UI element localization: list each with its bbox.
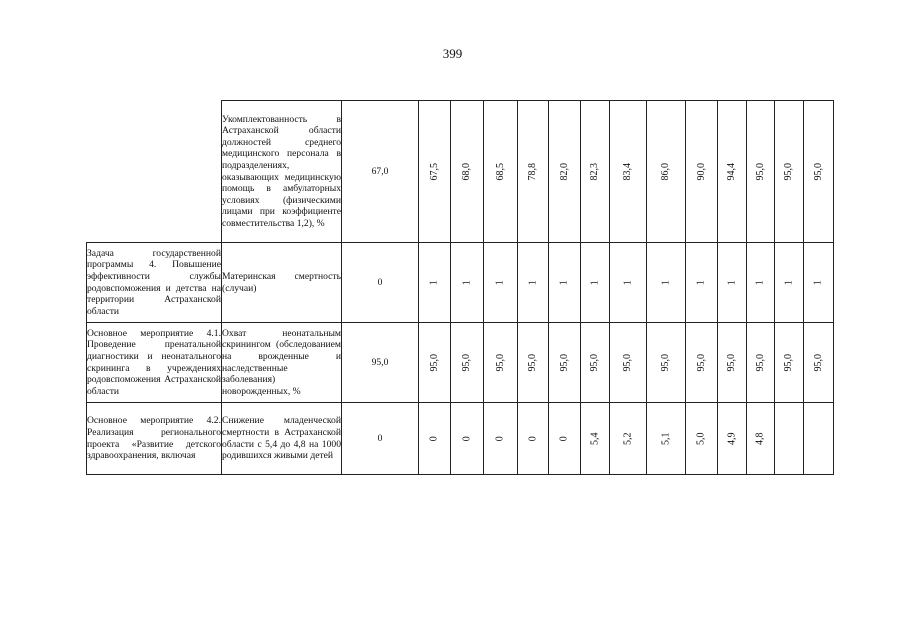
year-value-cell xyxy=(747,323,775,403)
year-value-cell xyxy=(610,403,647,475)
year-value: 95,0 xyxy=(695,353,707,372)
year-value: 1 xyxy=(660,280,672,285)
indicator-cell: Материнская смертность (случаи) xyxy=(222,243,342,323)
year-value-cell xyxy=(451,101,484,243)
year-value-cell xyxy=(718,101,747,243)
year-value-cell xyxy=(581,403,610,475)
year-value: 0 xyxy=(428,436,440,441)
year-value: 95,0 xyxy=(783,353,795,372)
year-value: 67,5 xyxy=(428,162,440,181)
year-value-cell xyxy=(804,243,834,323)
year-value: 1 xyxy=(783,280,795,285)
year-value: 78,8 xyxy=(527,162,539,181)
year-value: 95,0 xyxy=(527,353,539,372)
year-value-cell xyxy=(419,101,451,243)
year-value: 5,1 xyxy=(660,432,672,445)
year-value-cell xyxy=(718,243,747,323)
year-value-cell xyxy=(451,243,484,323)
indicator-cell: Снижение младенческой смертности в Астраханской области с 5,4 до 4,8 на 1000 родившихся живыми детей xyxy=(222,403,342,475)
year-value: 0 xyxy=(461,436,473,441)
year-value-cell xyxy=(686,323,718,403)
year-value-cell xyxy=(747,101,775,243)
year-value: 95,0 xyxy=(812,353,824,372)
year-value: 86,0 xyxy=(660,162,672,181)
indicator-cell: Охват неонатальным скринингом (обследованием на врожденные и наследственные заболевания) новорожденных, % xyxy=(222,323,342,403)
task-cell xyxy=(87,101,222,243)
year-value-cell xyxy=(451,403,484,475)
year-value-cell xyxy=(647,403,686,475)
year-value: 95,0 xyxy=(783,162,795,181)
table-row xyxy=(87,101,834,243)
year-value-cell xyxy=(451,323,484,403)
year-value-cell xyxy=(804,403,834,475)
year-value: 95,0 xyxy=(589,353,601,372)
year-value-cell xyxy=(484,323,518,403)
base-value-cell: 0 xyxy=(342,403,419,475)
year-value: 68,5 xyxy=(494,162,506,181)
year-value-cell xyxy=(610,243,647,323)
year-value-cell xyxy=(775,323,804,403)
year-value: 0 xyxy=(558,436,570,441)
year-value-cell xyxy=(775,403,804,475)
year-value-cell xyxy=(747,403,775,475)
year-value: 95,0 xyxy=(622,353,634,372)
year-value: 68,0 xyxy=(461,162,473,181)
year-value-cell xyxy=(484,403,518,475)
year-value-cell xyxy=(686,243,718,323)
table-row xyxy=(87,243,834,323)
year-value: 82,0 xyxy=(558,162,570,181)
year-value: 1 xyxy=(428,280,440,285)
year-value: 5,4 xyxy=(589,432,601,445)
year-value-cell xyxy=(518,243,549,323)
year-value-cell xyxy=(718,403,747,475)
year-value-cell xyxy=(647,243,686,323)
year-value: 95,0 xyxy=(494,353,506,372)
year-value: 5,2 xyxy=(622,432,634,445)
year-value-cell xyxy=(484,101,518,243)
year-value: 1 xyxy=(589,280,601,285)
year-value-cell xyxy=(581,101,610,243)
year-value: 95,0 xyxy=(726,353,738,372)
year-value: 90,0 xyxy=(695,162,707,181)
year-value-cell xyxy=(518,323,549,403)
year-value: 95,0 xyxy=(461,353,473,372)
year-value: 95,0 xyxy=(660,353,672,372)
year-value-cell xyxy=(484,243,518,323)
year-value: 95,0 xyxy=(754,162,766,181)
page-number: 399 xyxy=(442,46,463,61)
year-value: 1 xyxy=(494,280,506,285)
task-cell: Основное мероприятие 4.2. Реализация регионального проекта «Развитие детского здравоохранения, включая xyxy=(87,403,222,475)
year-value: 94,4 xyxy=(726,162,738,181)
year-value-cell xyxy=(518,101,549,243)
year-value: 4,8 xyxy=(754,432,766,445)
year-value-cell xyxy=(549,403,581,475)
task-cell: Задача государственной программы 4. Повышение эффективности службы родовспоможения и детства на территории Астраханской области xyxy=(87,243,222,323)
year-value-cell xyxy=(718,323,747,403)
year-value: 5,0 xyxy=(695,432,707,445)
base-value-cell: 95,0 xyxy=(342,323,419,403)
indicator-cell: Укомплектованность в Астраханской области должностей среднего медицинского персонала в подразделениях, оказывающих медицинскую помощь в амбулаторных условиях (физическими лицами при коэффициенте совместительства 1,2), % xyxy=(222,101,342,243)
task-cell: Основное мероприятие 4.1. Проведение пренатальной диагностики и неонатального скрининга в учреждениях родовспоможения Астраханской области xyxy=(87,323,222,403)
year-value: 95,0 xyxy=(754,353,766,372)
year-value-cell xyxy=(610,101,647,243)
year-value-cell xyxy=(610,323,647,403)
year-value: 1 xyxy=(527,280,539,285)
year-value-cell xyxy=(549,101,581,243)
year-value: 1 xyxy=(726,280,738,285)
year-value: 1 xyxy=(558,280,570,285)
year-value: 4,9 xyxy=(726,432,738,445)
year-value: 1 xyxy=(461,280,473,285)
year-value-cell xyxy=(747,243,775,323)
year-value-cell xyxy=(549,243,581,323)
year-value-cell xyxy=(775,101,804,243)
base-value-cell: 67,0 xyxy=(342,101,419,243)
year-value: 95,0 xyxy=(558,353,570,372)
year-value-cell xyxy=(775,243,804,323)
year-value-cell xyxy=(419,403,451,475)
year-value-cell xyxy=(647,323,686,403)
table-row xyxy=(87,323,834,403)
year-value: 1 xyxy=(812,280,824,285)
year-value: 1 xyxy=(622,280,634,285)
base-value-cell: 0 xyxy=(342,243,419,323)
year-value-cell xyxy=(804,323,834,403)
year-value: 95,0 xyxy=(428,353,440,372)
year-value: 83,4 xyxy=(622,162,634,181)
year-value-cell xyxy=(686,403,718,475)
year-value: 1 xyxy=(754,280,766,285)
year-value-cell xyxy=(581,323,610,403)
year-value: 0 xyxy=(494,436,506,441)
year-value-cell xyxy=(686,101,718,243)
year-value-cell xyxy=(419,243,451,323)
year-value: 1 xyxy=(695,280,707,285)
year-value-cell xyxy=(804,101,834,243)
indicators-table xyxy=(86,100,834,475)
table-row xyxy=(87,403,834,475)
year-value-cell xyxy=(518,403,549,475)
year-value: 82,3 xyxy=(589,162,601,181)
year-value-cell xyxy=(647,101,686,243)
year-value-cell xyxy=(549,323,581,403)
year-value: 95,0 xyxy=(812,162,824,181)
year-value-cell xyxy=(419,323,451,403)
year-value-cell xyxy=(581,243,610,323)
year-value: 0 xyxy=(527,436,539,441)
